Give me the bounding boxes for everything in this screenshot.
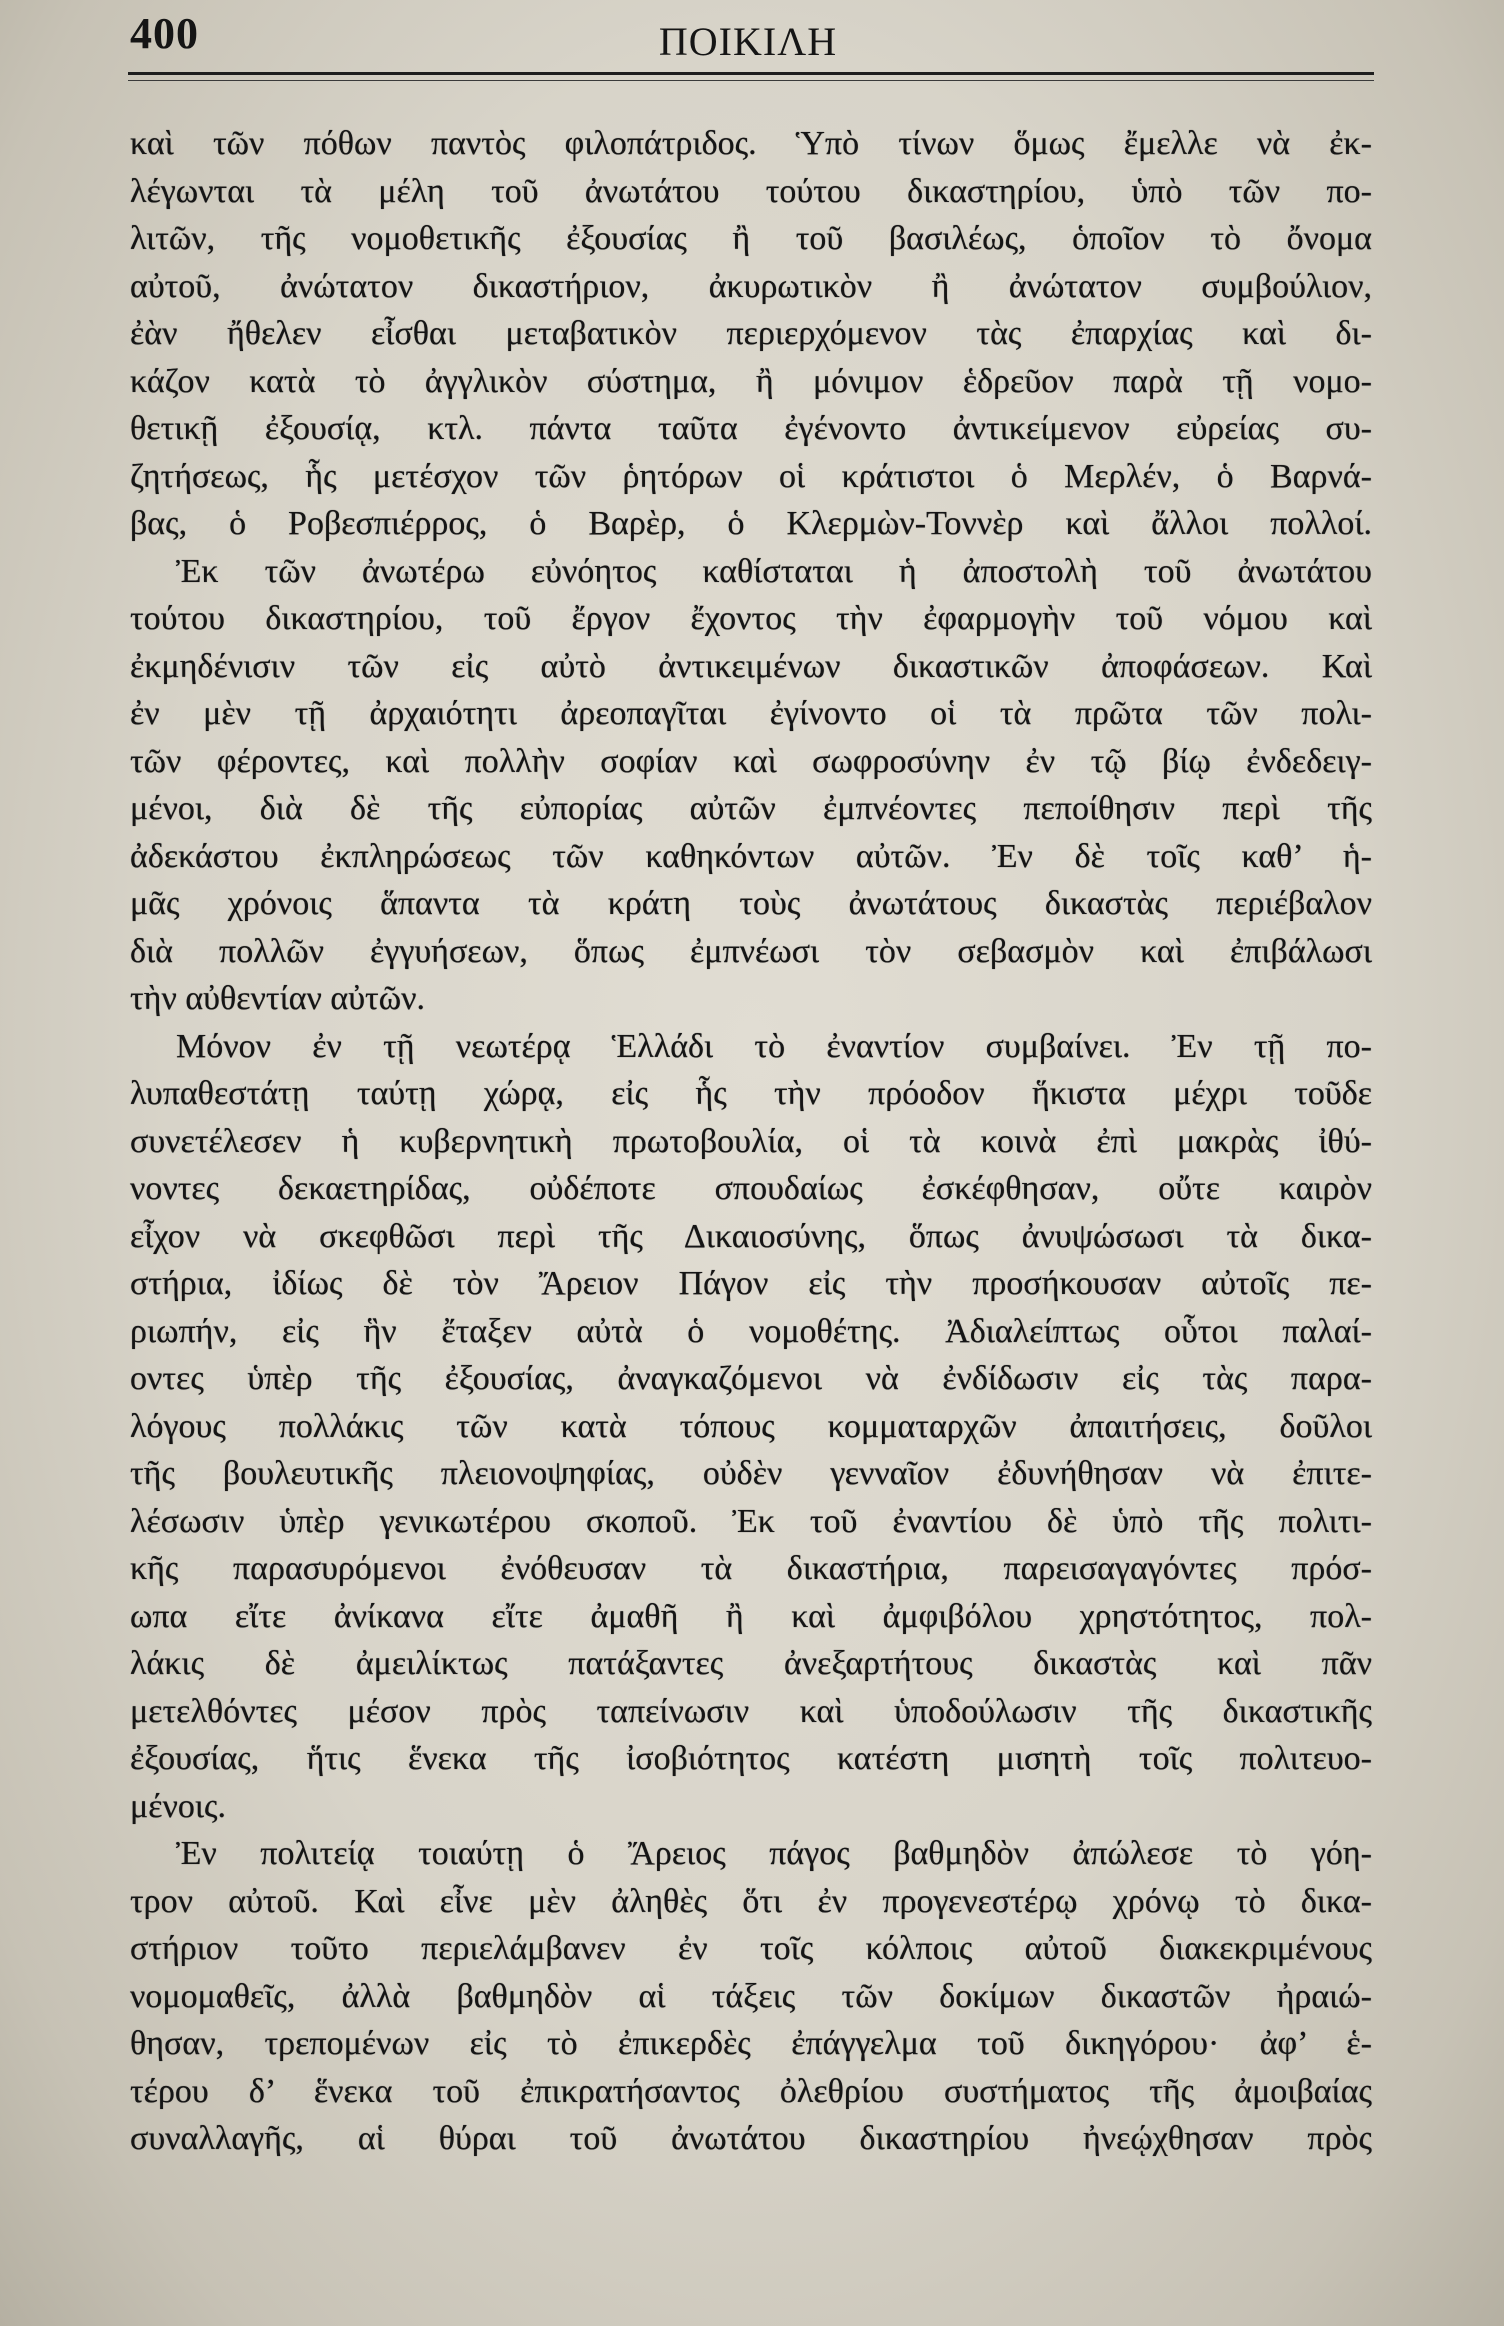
text-line: ἐὰν ἤθελεν εἶσθαι μεταβατικὸν περιερχόμενον τὰς ἐπαρχίας καὶ δι- [130,315,1372,352]
text-line: καὶ τῶν πόθων παντὸς φιλοπάτριδος. Ὑπὸ τίνων ὅμως ἔμελλε νὰ ἐκ- [130,125,1372,162]
text-line: Μόνον ἐν τῇ νεωτέρᾳ Ἑλλάδι τὸ ἐναντίον συμβαίνει. Ἐν τῇ πο- [176,1027,1372,1065]
text-line: θετικῇ ἐξουσίᾳ, κτλ. πάντα ταῦτα ἐγένοντο ἀντικείμενον εὐρείας συ- [130,410,1372,447]
text-line: μετελθόντες μέσον πρὸς ταπείνωσιν καὶ ὑποδούλωσιν τῆς δικαστικῆς [130,1692,1372,1730]
text-line: λόγους πολλάκις τῶν κατὰ τόπους κομματαρχῶν ἀπαιτήσεις, δοῦλοι [130,1407,1372,1445]
text-line: ἐξουσίας, ἥτις ἕνεκα τῆς ἰσοβιότητος κατέστη μισητὴ τοῖς πολιτευο- [130,1740,1372,1777]
header-rule [128,72,1374,81]
running-title: ΠΟΙΚΙΛΗ [658,19,838,64]
text-line: μένοις. [130,1787,226,1825]
text-line: ἐκμηδένισιν τῶν εἰς αὐτὸ ἀντικειμένων δικαστικῶν ἀποφάσεων. Καὶ [130,647,1372,685]
text-line: στήριον τοῦτο περιελάμβανεν ἐν τοῖς κόλποις αὐτοῦ διακεκριμένους [130,1930,1372,1967]
text-line: τῆς βουλευτικῆς πλειονοψηφίας, οὐδὲν γενναῖον ἐδυνήθησαν νὰ ἐπιτε- [130,1455,1372,1492]
text-line: συνετέλεσεν ἡ κυβερνητικὴ πρωτοβουλία, οἱ τὰ κοινὰ ἐπὶ μακρὰς ἰθύ- [130,1122,1372,1160]
paragraph [130,1023,1372,1831]
text-line: μᾶς χρόνοις ἅπαντα τὰ κράτη τοὺς ἀνωτάτους δικαστὰς περιέβαλον [130,885,1372,922]
page-number: 400 [130,9,199,58]
text-line: οντες ὑπὲρ τῆς ἐξουσίας, ἀναγκαζόμενοι νὰ ἐνδίδωσιν εἰς τὰς παρα- [130,1360,1372,1397]
text-line: βας, ὁ Ροβεσπιέρρος, ὁ Βαρὲρ, ὁ Κλερμὼν-Τοννὲρ καὶ ἄλλοι πολλοί. [130,505,1372,542]
paragraph [130,1830,1372,2163]
paragraph [130,120,1372,548]
text-line: κάζον κατὰ τὸ ἀγγλικὸν σύστημα, ἢ μόνιμον ἑδρεῦον παρὰ τῇ νομο- [130,362,1372,400]
text-line: στήρια, ἰδίως δὲ τὸν Ἄρειον Πάγον εἰς τὴν προσήκουσαν αὐτοῖς πε- [130,1265,1372,1302]
text-line: λιτῶν, τῆς νομοθετικῆς ἐξουσίας ἢ τοῦ βασιλέως, ὁποῖον τὸ ὄνομα [130,220,1372,257]
text-line: νομομαθεῖς, ἀλλὰ βαθμηδὸν αἱ τάξεις τῶν δοκίμων δικαστῶν ἠραιώ- [130,1977,1372,2015]
text-line: λάκις δὲ ἀμειλίκτως πατάξαντες ἀνεξαρτήτους δικαστὰς καὶ πᾶν [130,1645,1372,1682]
text-line: διὰ πολλῶν ἐγγυήσεων, ὅπως ἐμπνέωσι τὸν σεβασμὸν καὶ ἐπιβάλωσι [130,932,1372,970]
text-line: τῶν φέροντες, καὶ πολλὴν σοφίαν καὶ σωφροσύνην ἐν τῷ βίῳ ἐνδεδειγ- [130,742,1372,780]
text-line: ζητήσεως, ἧς μετέσχον τῶν ῥητόρων οἱ κράτιστοι ὁ Μερλέν, ὁ Βαρνά- [130,457,1372,495]
text-line: κῆς παρασυρόμενοι ἐνόθευσαν τὰ δικαστήρια, παρεισαγαγόντες πρόσ- [130,1550,1372,1587]
text-line: συναλλαγῆς, αἱ θύραι τοῦ ἀνωτάτου δικαστηρίου ἠνεῴχθησαν πρὸς [130,2120,1372,2157]
text-line: ριωπήν, εἰς ἣν ἔταξεν αὐτὰ ὁ νομοθέτης. Ἀδιαλείπτως οὗτοι παλαί- [130,1312,1372,1350]
text-line: Ἐν πολιτείᾳ τοιαύτῃ ὁ Ἄρειος πάγος βαθμηδὸν ἀπώλεσε τὸ γόη- [176,1835,1372,1872]
body-text [130,120,1372,2163]
text-line: λέσωσιν ὑπὲρ γενικωτέρου σκοποῦ. Ἐκ τοῦ ἐναντίου δὲ ὑπὸ τῆς πολιτι- [130,1502,1372,1540]
paragraph [130,548,1372,1023]
text-line: ωπα εἴτε ἀνίκανα εἴτε ἀμαθῆ ἢ καὶ ἀμφιβόλου χρηστότητος, πολ- [130,1597,1372,1635]
text-line: εἶχον νὰ σκεφθῶσι περὶ τῆς Δικαιοσύνης, ὅπως ἀνυψώσωσι τὰ δικα- [130,1217,1372,1255]
text-line: αὐτοῦ, ἀνώτατον δικαστήριον, ἀκυρωτικὸν ἢ ἀνώτατον συμβούλιον, [130,267,1372,305]
text-line: τρον αὐτοῦ. Καὶ εἶνε μὲν ἀληθὲς ὅτι ἐν προγενεστέρῳ χρόνῳ τὸ δικα- [130,1882,1372,1920]
text-line: νοντες δεκαετηρίδας, οὐδέποτε σπουδαίως ἐσκέφθησαν, οὔτε καιρὸν [130,1170,1372,1207]
text-line: λέγωνται τὰ μέλη τοῦ ἀνωτάτου τούτου δικαστηρίου, ὑπὸ τῶν πο- [130,172,1372,210]
text-line: ἀδεκάστου ἐκπληρώσεως τῶν καθηκόντων αὐτῶν. Ἐν δὲ τοῖς καθ’ ἡ- [130,837,1372,875]
text-line: Ἐκ τῶν ἀνωτέρω εὐνόητος καθίσταται ἡ ἀποστολὴ τοῦ ἀνωτάτου [176,552,1372,590]
text-line: ἐν μὲν τῇ ἀρχαιότητι ἀρεοπαγῖται ἐγίνοντο οἱ τὰ πρῶτα τῶν πολι- [130,695,1372,732]
text-line: θησαν, τρεπομένων εἰς τὸ ἐπικερδὲς ἐπάγγελμα τοῦ δικηγόρου· ἀφ’ ἑ- [130,2025,1372,2062]
text-line: τὴν αὐθεντίαν αὐτῶν. [130,980,425,1017]
text-line: τούτου δικαστηρίου, τοῦ ἔργον ἔχοντος τὴν ἐφαρμογὴν τοῦ νόμου καὶ [130,600,1372,637]
text-line: μένοι, διὰ δὲ τῆς εὐπορίας αὐτῶν ἐμπνέοντες πεποίθησιν περὶ τῆς [130,790,1372,827]
text-line: τέρου δ’ ἕνεκα τοῦ ἐπικρατήσαντος ὀλεθρίου συστήματος τῆς ἀμοιβαίας [130,2072,1372,2110]
text-line: λυπαθεστάτῃ ταύτῃ χώρᾳ, εἰς ἧς τὴν πρόοδον ἥκιστα μέχρι τοῦδε [130,1075,1372,1112]
